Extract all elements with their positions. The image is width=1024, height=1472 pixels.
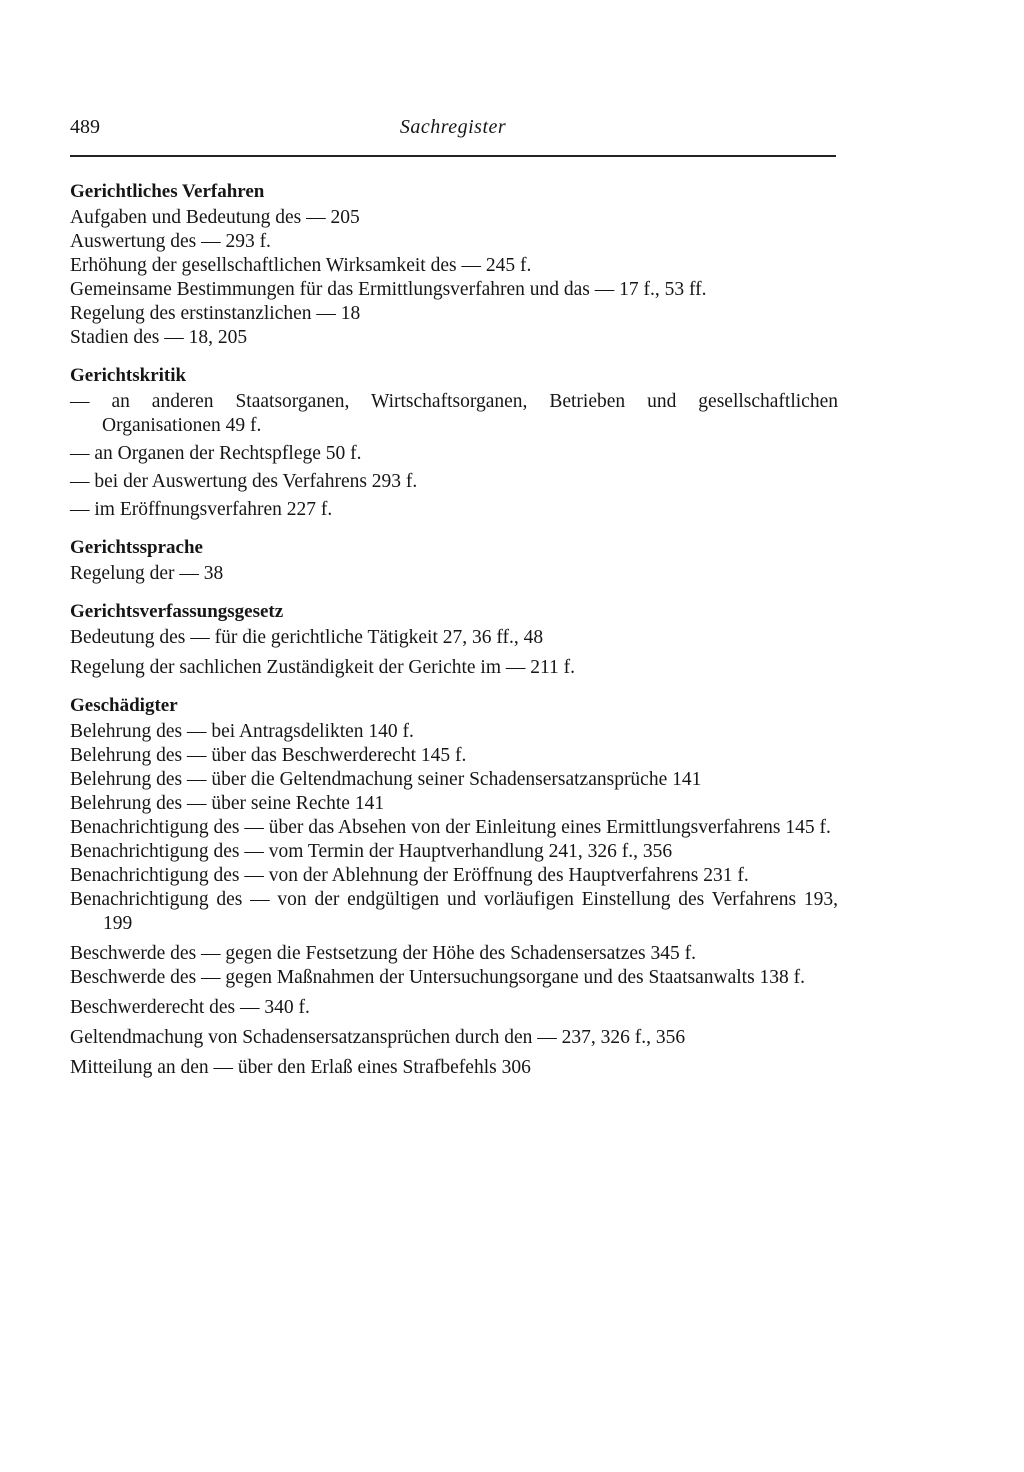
index-entry: Mitteilung an den — über den Erlaß eines Strafbefehls 306 <box>70 1057 531 1078</box>
index-entry: Gemeinsame Bestimmungen für das Ermittlungsverfahren und das — 17 f., 53 ff. <box>70 279 707 300</box>
index-entry: — im Eröffnungsverfahren 227 f. <box>70 499 333 520</box>
index-section <box>70 600 838 680</box>
index-section <box>70 536 838 586</box>
index-entry: Belehrung des — bei Antragsdelikten 140 f. <box>70 721 414 742</box>
page-number: 489 <box>70 116 100 138</box>
index-entry: Belehrung des — über seine Rechte 141 <box>70 793 385 814</box>
index-section <box>70 364 838 522</box>
index-entry: Benachrichtigung des — vom Termin der Hauptverhandlung 241, 326 f., 356 <box>70 841 673 862</box>
index-entry: Regelung der — 38 <box>70 563 224 584</box>
index-heading: Gerichtssprache <box>70 537 203 558</box>
index-content <box>70 180 838 1094</box>
index-entry: Regelung des erstinstanzlichen — 18 <box>70 303 361 324</box>
index-entry: Geltendmachung von Schadensersatzansprüchen durch den — 237, 326 f., 356 <box>70 1027 686 1048</box>
index-entry: Benachrichtigung des — von der endgültigen und vorläufigen Einstellung des Verfahrens 193, 199 <box>70 889 838 934</box>
index-section <box>70 180 838 350</box>
index-entry: Beschwerde des — gegen die Festsetzung der Höhe des Schadensersatzes 345 f. <box>70 943 696 964</box>
index-entry: Beschwerderecht des — 340 f. <box>70 997 310 1018</box>
running-title: Sachregister <box>399 116 507 138</box>
index-entry: Stadien des — 18, 205 <box>70 327 248 348</box>
index-entry: Erhöhung der gesellschaftlichen Wirksamkeit des — 245 f. <box>70 255 532 276</box>
page-header <box>70 116 836 146</box>
index-entry: Auswertung des — 293 f. <box>70 231 271 252</box>
index-entry: — an Organen der Rechtspflege 50 f. <box>70 443 362 464</box>
index-entry: Beschwerde des — gegen Maßnahmen der Untersuchungsorgane und des Staatsanwalts 138 f. <box>70 967 806 988</box>
index-entry: Benachrichtigung des — über das Absehen von der Einleitung eines Ermittlungsverfahrens 145 f. <box>70 817 831 838</box>
index-entry: Aufgaben und Bedeutung des — 205 <box>70 207 360 228</box>
index-entry: Belehrung des — über das Beschwerderecht 145 f. <box>70 745 467 766</box>
index-heading: Geschädigter <box>70 695 178 716</box>
index-entry: Belehrung des — über die Geltendmachung seiner Schadensersatzansprüche 141 <box>70 769 702 790</box>
index-heading: Gerichtskritik <box>70 365 187 386</box>
index-entry: — bei der Auswertung des Verfahrens 293 f. <box>70 471 418 492</box>
header-rule <box>70 155 836 157</box>
index-entry: — an anderen Staatsorganen, Wirtschaftsorganen, Betrieben und gesellschaftlichen Organisationen 49 f. <box>70 391 838 436</box>
index-entry: Benachrichtigung des — von der Ablehnung der Eröffnung des Hauptverfahrens 231 f. <box>70 865 749 886</box>
index-entry: Regelung der sachlichen Zuständigkeit der Gerichte im — 211 f. <box>70 657 576 678</box>
index-section <box>70 694 838 1080</box>
index-heading: Gerichtsverfassungsgesetz <box>70 601 284 622</box>
index-heading: Gerichtliches Verfahren <box>70 181 265 202</box>
index-entry: Bedeutung des — für die gerichtliche Tätigkeit 27, 36 ff., 48 <box>70 627 544 648</box>
